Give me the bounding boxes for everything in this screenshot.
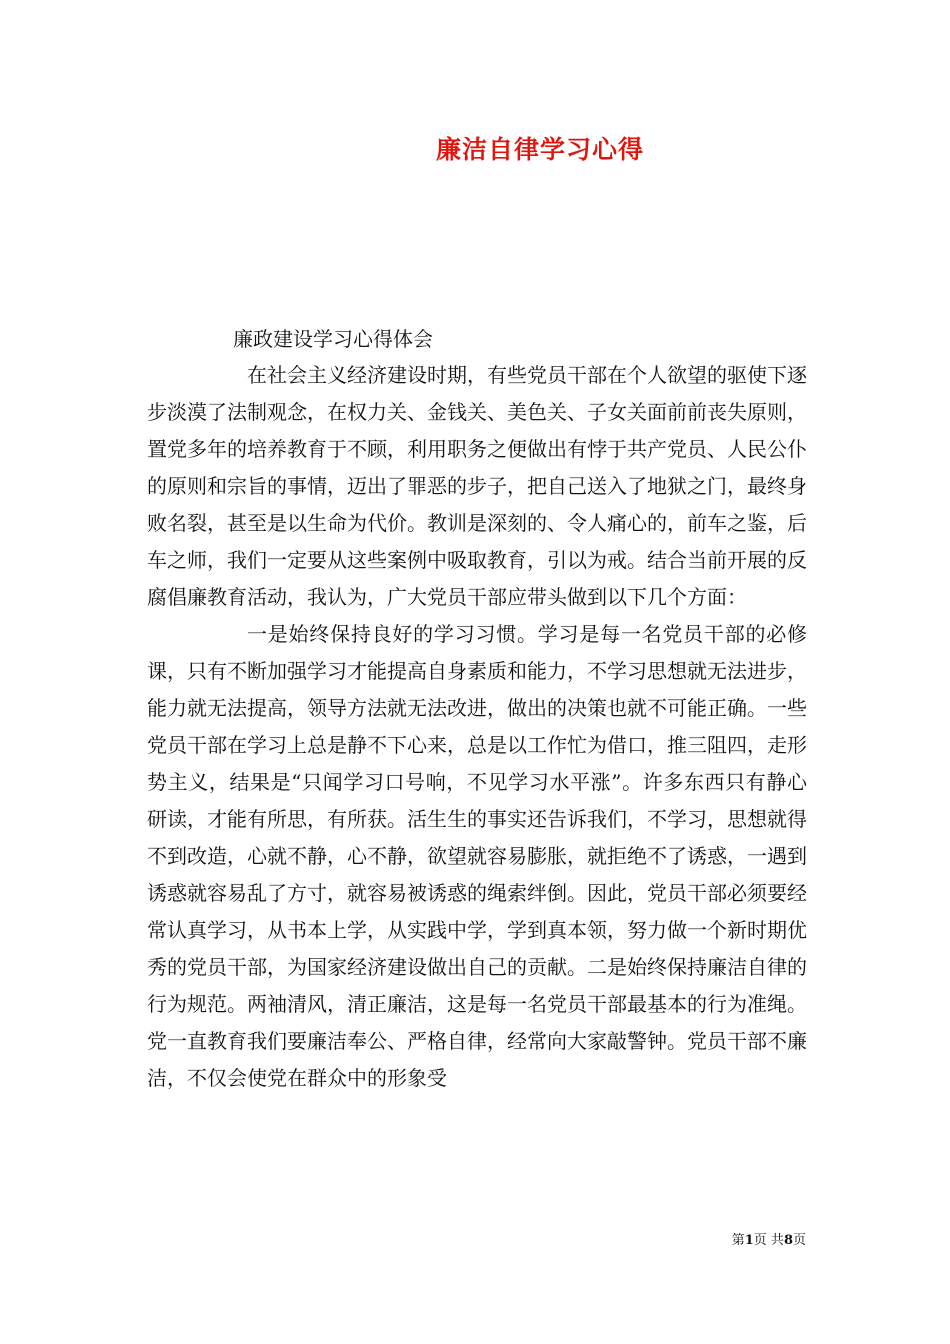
footer-prefix: 第: [731, 1233, 745, 1248]
document-title: 廉洁自律学习心得: [435, 135, 644, 164]
current-page-number: 1: [744, 1233, 754, 1248]
document-body: [147, 357, 807, 1097]
body-paragraph: 在社会主义经济建设时期，有些党员干部在个人欲望的驱使下逐步淡漠了法制观念，在权力关、金钱关、美色关、子女关面前前丧失原则，置党多年的培养教育于不顾，利用职务之便做出有悖于共产党员、人民公仆的原则和宗旨的事情，迈出了罪恶的步子，把自己送入了地狱之门，最终身败名裂，甚至是以生命为代价。教训是深刻的、令人痛心的，前车之鉴，后车之师，我们一定要从这些案例中吸取教育，引以为戒。结合当前开展的反腐倡廉教育活动，我认为，广大党员干部应带头做到以下几个方面：: [147, 363, 807, 609]
body-paragraph: 一是始终保持良好的学习习惯。学习是每一名党员干部的必修课，只有不断加强学习才能提高自身素质和能力，不学习思想就无法进步，能力就无法提高，领导方法就无法改进，做出的决策也就不可能正确。一些党员干部在学习上总是静不下心来，总是以工作忙为借口，推三阻四，走形势主义，结果是“只闻学习口号响，不见学习水平涨”。许多东西只有静心研读，才能有所思，有所获。活生生的事实还告诉我们，不学习，思想就得不到改造，心就不静，心不静，欲望就容易膨胀，就拒绝不了诱惑，一遇到诱惑就容易乱了方寸，就容易被诱惑的绳索绊倒。因此，党员干部必须要经常认真学习，从书本上学，从实践中学，学到真本领，努力做一个新时期优秀的党员干部，为国家经济建设做出自己的贡献。二是始终保持廉洁自律的行为规范。两袖清风，清正廉洁，这是每一名党员干部最基本的行为准绳。党一直教育我们要廉洁奉公、严格自律，经常向大家敲警钟。党员干部不廉洁，不仅会使党在群众中的形象受: [147, 622, 807, 1090]
footer-suffix: 页: [792, 1233, 806, 1248]
footer-middle: 页 共: [753, 1233, 784, 1248]
page-footer: [732, 1232, 806, 1250]
document-subtitle: 廉政建设学习心得体会: [233, 327, 433, 351]
total-pages-number: 8: [783, 1233, 793, 1248]
